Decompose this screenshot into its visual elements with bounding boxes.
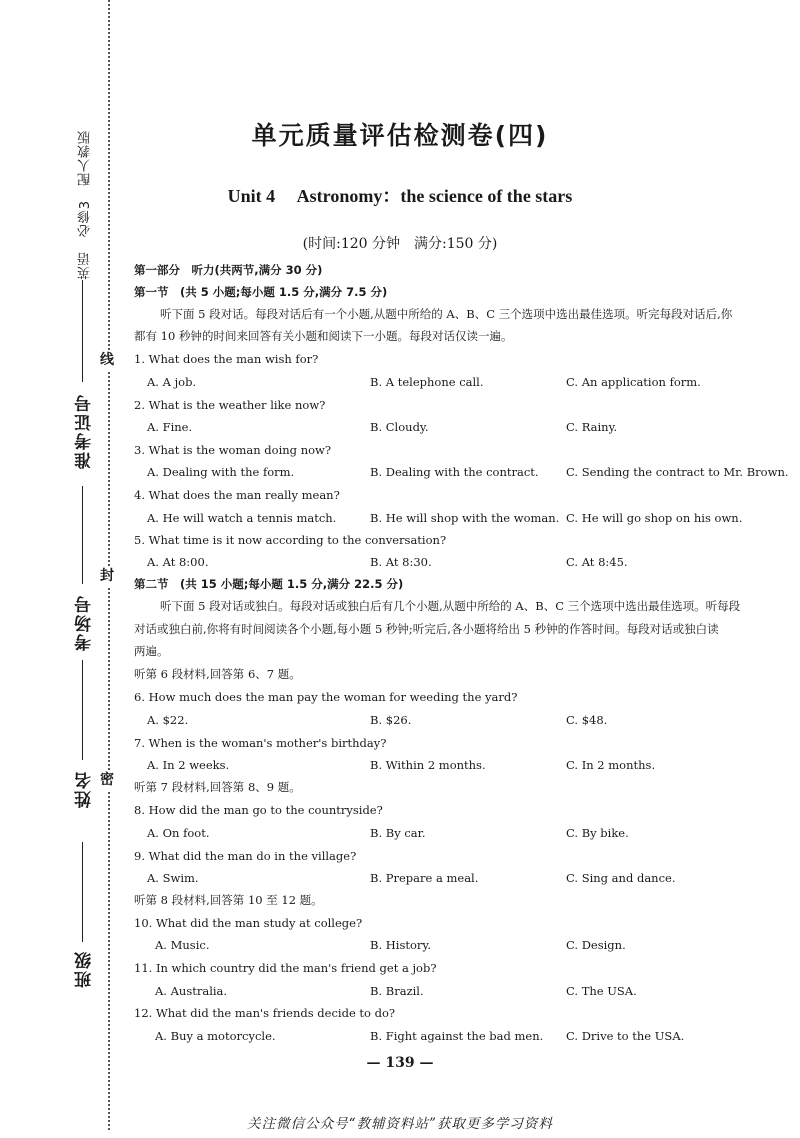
unit-title: Unit 4 Astronomy：the science of the stars [227, 186, 573, 206]
exam-info: (时间:120 分钟 满分:150 分) [302, 236, 498, 252]
q5-option-c: C. At 8:45. [566, 555, 628, 569]
exam-number-label: 准考证号 [75, 393, 95, 469]
question-6: 6. How much does the man pay the woman for weeding the yard? [134, 690, 518, 704]
q6-option-a: A. $22. [147, 713, 189, 727]
material-7-note: 听第 7 段材料,回答第 8、9 题。 [134, 780, 301, 794]
name-label: 姓名 [75, 770, 95, 808]
question-10: 10. What did the man study at college? [134, 916, 363, 930]
q11-option-a: A. Australia. [155, 984, 228, 998]
q11-option-c: C. The USA. [566, 984, 637, 998]
page-number: — 139 — [366, 1055, 434, 1071]
q7-option-b: B. Within 2 months. [370, 758, 486, 772]
q10-option-b: B. History. [370, 938, 432, 952]
top-rule [82, 280, 83, 382]
name-rule [82, 842, 83, 942]
q8-option-b: B. By car. [370, 826, 426, 840]
q4-option-a: A. He will watch a tennis match. [147, 511, 337, 525]
q6-option-b: B. $26. [370, 713, 412, 727]
q3-option-c: C. Sending the contract to Mr. Brown. [566, 465, 789, 479]
q12-option-b: B. Fight against the bad men. [370, 1029, 544, 1043]
q3-option-a: A. Dealing with the form. [147, 465, 295, 479]
question-7: 7. When is the woman's mother's birthday? [134, 736, 387, 750]
section2-instructions-line3: 两遍。 [134, 644, 169, 658]
seal-char-mi: 密 [100, 772, 114, 788]
q9-option-c: C. Sing and dance. [566, 871, 676, 885]
question-3: 3. What is the woman doing now? [134, 443, 332, 457]
question-8: 8. How did the man go to the countryside? [134, 803, 383, 817]
exam-room-rule [82, 660, 83, 760]
material-8-note: 听第 8 段材料,回答第 10 至 12 题。 [134, 893, 323, 907]
section2-heading: 第二节 (共 15 小题;每小题 1.5 分,满分 22.5 分) [134, 577, 404, 591]
q7-option-a: A. In 2 weeks. [147, 758, 230, 772]
q1-option-c: C. An application form. [566, 375, 701, 389]
q2-option-c: C. Rainy. [566, 420, 618, 434]
exam-number-rule [82, 486, 83, 584]
section2-instructions-line1: 听下面 5 段对话或独白。每段对话或独白后有几个小题,从题中所给的 A、B、C 三个选项中选出最佳选项。听每段 [160, 599, 741, 613]
q9-option-b: B. Prepare a meal. [370, 871, 479, 885]
section1-instructions-line2: 都有 10 秒钟的时间来回答有关小题和阅读下一小题。每段对话仅读一遍。 [134, 329, 513, 343]
seal-char-xian: 线 [100, 352, 114, 368]
q8-option-a: A. On foot. [147, 826, 210, 840]
q3-option-b: B. Dealing with the contract. [370, 465, 539, 479]
question-11: 11. In which country did the man's friend get a job? [134, 961, 437, 975]
q10-option-c: C. Design. [566, 938, 626, 952]
q10-option-a: A. Music. [155, 938, 210, 952]
q4-option-b: B. He will shop with the woman. [370, 511, 560, 525]
q4-option-c: C. He will go shop on his own. [566, 511, 743, 525]
q6-option-c: C. $48. [566, 713, 608, 727]
class-label: 班级 [75, 950, 95, 988]
q9-option-a: A. Swim. [147, 871, 199, 885]
seal-char-feng: 封 [100, 568, 114, 584]
question-1: 1. What does the man wish for? [134, 352, 319, 366]
exam-room-label: 考场号 [75, 594, 95, 651]
book-info: 英语 必修3 配人教版 [78, 130, 93, 280]
q2-option-b: B. Cloudy. [370, 420, 429, 434]
q7-option-c: C. In 2 months. [566, 758, 656, 772]
q5-option-b: B. At 8:30. [370, 555, 432, 569]
question-5: 5. What time is it now according to the conversation? [134, 533, 447, 547]
page-title: 单元质量评估检测卷(四) [251, 121, 549, 150]
footer-note: 关注微信公众号“教辅资料站”获取更多学习资料 [247, 1116, 553, 1132]
q8-option-c: C. By bike. [566, 826, 629, 840]
binding-dotted-line [108, 0, 110, 1130]
part1-heading: 第一部分 听力(共两节,满分 30 分) [134, 263, 323, 277]
question-9: 9. What did the man do in the village? [134, 849, 357, 863]
question-12: 12. What did the man's friends decide to do? [134, 1006, 396, 1020]
section2-instructions-line2: 对话或独白前,你将有时间阅读各个小题,每小题 5 秒钟;听完后,各小题将给出 5 秒钟的作答时间。每段对话或独白读 [134, 622, 719, 636]
q5-option-a: A. At 8:00. [147, 555, 209, 569]
material-6-note: 听第 6 段材料,回答第 6、7 题。 [134, 667, 301, 681]
section1-instructions-line1: 听下面 5 段对话。每段对话后有一个小题,从题中所给的 A、B、C 三个选项中选出最佳选项。听完每段对话后,你 [160, 307, 733, 321]
q12-option-c: C. Drive to the USA. [566, 1029, 685, 1043]
q12-option-a: A. Buy a motorcycle. [155, 1029, 276, 1043]
q1-option-b: B. A telephone call. [370, 375, 484, 389]
q2-option-a: A. Fine. [147, 420, 193, 434]
section1-heading: 第一节 (共 5 小题;每小题 1.5 分,满分 7.5 分) [134, 285, 388, 299]
q11-option-b: B. Brazil. [370, 984, 424, 998]
q1-option-a: A. A job. [147, 375, 197, 389]
question-2: 2. What is the weather like now? [134, 398, 326, 412]
question-4: 4. What does the man really mean? [134, 488, 340, 502]
